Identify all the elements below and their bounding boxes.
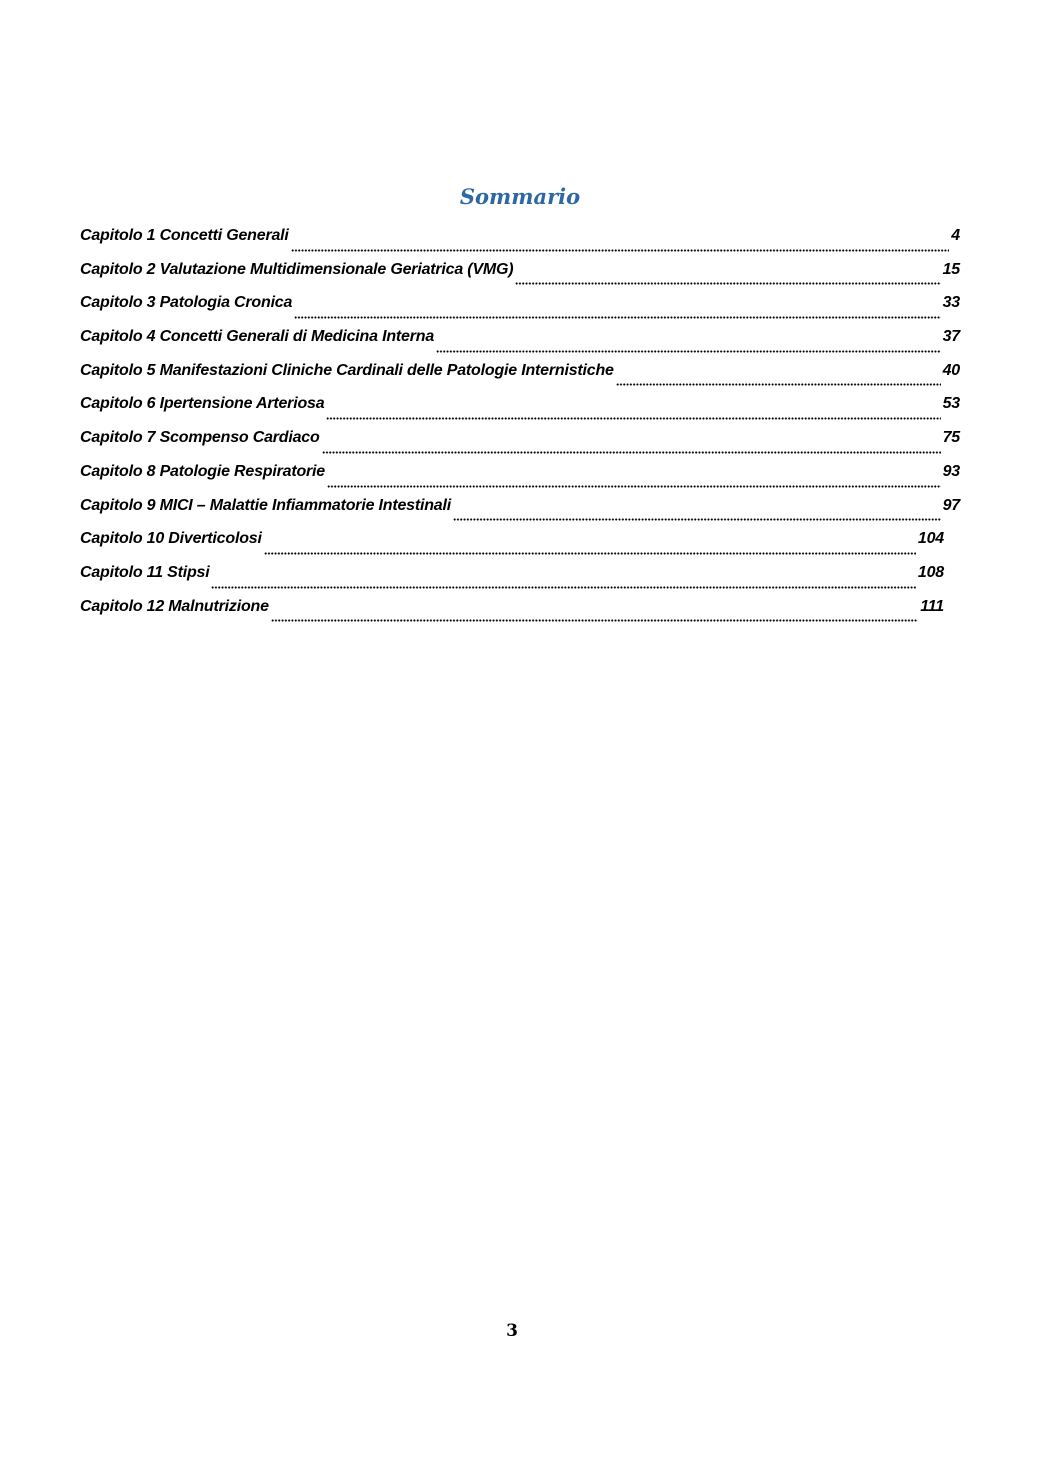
- dot-leader: [453, 507, 941, 521]
- dot-leader: [271, 608, 918, 622]
- dot-leader: [436, 339, 941, 353]
- toc-entry-chapter-1[interactable]: [80, 224, 960, 258]
- toc-entry-label: Capitolo 5 Manifestazioni Cliniche Cardinali delle Patologie Internistiche: [80, 361, 614, 379]
- toc-entry-label: Capitolo 10 Diverticolosi: [80, 530, 262, 548]
- toc-entry-page: 75: [942, 429, 960, 447]
- toc-entry-label: Capitolo 8 Patologie Respiratorie: [80, 462, 326, 480]
- toc-entry-page: 104: [917, 530, 944, 548]
- dot-leader: [327, 474, 941, 488]
- dot-leader: [264, 541, 916, 555]
- toc-entry-page: 111: [920, 597, 944, 615]
- toc-entry-label: Capitolo 1 Concetti Generali: [80, 227, 289, 244]
- dot-leader: [211, 575, 915, 589]
- dot-leader: [294, 305, 940, 319]
- toc-entry-page: 37: [942, 328, 960, 346]
- toc-entry-label: Capitolo 6 Ipertensione Arteriosa: [80, 395, 325, 413]
- toc-entry-label: Capitolo 4 Concetti Generali di Medicina Interna: [80, 328, 435, 346]
- toc-entry-chapter-5[interactable]: [80, 359, 960, 393]
- toc-entry-page: 33: [942, 294, 960, 312]
- toc-entry-chapter-6[interactable]: [80, 392, 960, 426]
- toc-entry-label: Capitolo 9 MICI – Malattie Infiammatorie Intestinali: [80, 496, 451, 514]
- table-of-contents: [80, 224, 960, 628]
- toc-entry-chapter-9[interactable]: [80, 494, 960, 528]
- toc-entry-page: 4: [951, 227, 960, 244]
- toc-entry-page: 40: [942, 361, 960, 379]
- toc-entry-page: 53: [942, 395, 960, 413]
- toc-entry-label: Capitolo 11 Stipsi: [80, 563, 210, 581]
- dot-leader: [322, 440, 941, 454]
- toc-entry-page: 15: [942, 260, 960, 278]
- toc-entry-label: Capitolo 2 Valutazione Multidimensionale Geriatrica (VMG): [80, 260, 514, 278]
- toc-entry-chapter-4[interactable]: [80, 325, 960, 359]
- toc-entry-chapter-11[interactable]: [80, 561, 944, 595]
- toc-entry-label: Capitolo 12 Malnutrizione: [80, 597, 269, 615]
- page-number: 3: [506, 1321, 518, 1341]
- dot-leader: [515, 271, 940, 285]
- dot-leader: [326, 406, 940, 420]
- toc-entry-page: 108: [917, 563, 944, 581]
- toc-entry-chapter-8[interactable]: [80, 460, 960, 494]
- toc-entry-label: Capitolo 3 Patologia Cronica: [80, 294, 293, 312]
- toc-title: Sommario: [459, 184, 581, 209]
- toc-entry-chapter-3[interactable]: [80, 291, 960, 325]
- toc-entry-label: Capitolo 7 Scompenso Cardiaco: [80, 429, 320, 447]
- toc-entry-chapter-10[interactable]: [80, 527, 944, 561]
- dot-leader: [616, 372, 941, 386]
- toc-entry-page: 93: [942, 462, 960, 480]
- dot-leader: [291, 238, 950, 252]
- toc-entry-chapter-7[interactable]: [80, 426, 960, 460]
- toc-entry-page: 97: [942, 496, 960, 514]
- toc-entry-chapter-12[interactable]: [80, 595, 944, 629]
- toc-entry-chapter-2[interactable]: [80, 258, 960, 292]
